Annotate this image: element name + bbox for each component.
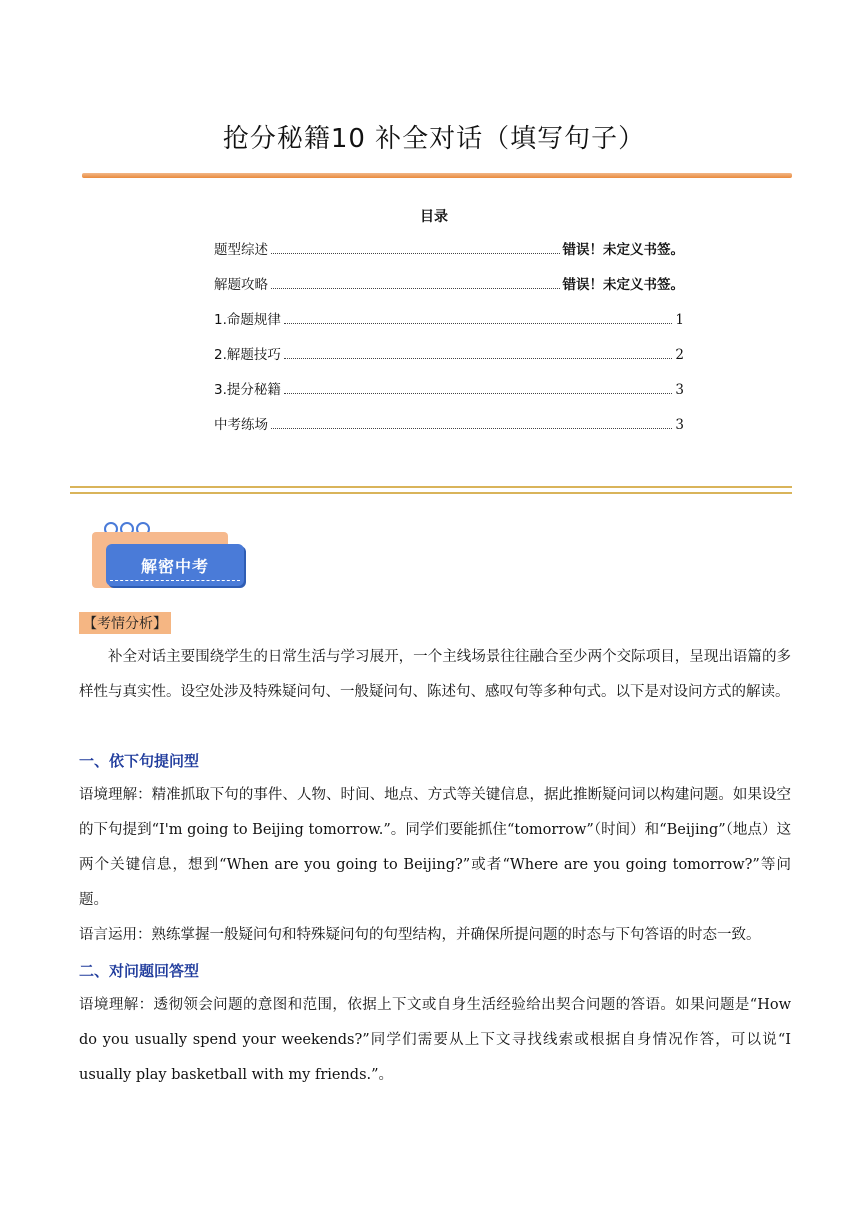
toc-entry-page: 错误！未定义书签。 — [562, 277, 684, 293]
analysis-paragraph: 补全对话主要围绕学生的日常生活与学习展开，一个主线场景往往融合至少两个交际项目，呈现出语篇的多样性与真实性。设空处涉及特殊疑问句、一般疑问句、陈述句、感叹句等多种句式。以下是对设问方式的解读。 — [79, 649, 791, 700]
toc-leader-dots — [271, 428, 672, 429]
toc-entry-label: 3.提分秘籍 — [214, 382, 281, 398]
toc-entry[interactable] — [214, 378, 684, 398]
toc-entry-label: 题型综述 — [214, 242, 268, 258]
section2-paragraph-context: 语境理解：透彻领会问题的意图和范围，依据上下文或自身生活经验给出契合问题的答语。如果问题是“How do you usually spend your weekends?”同学们需要从上下文寻找线索或根据自身情况作答，可以说“I usually play basketball with my friends.”。 — [79, 997, 791, 1083]
toc-entry-page: 3 — [675, 417, 684, 433]
toc-entry-label: 中考练场 — [214, 417, 268, 433]
toc-entry-label: 2.解题技巧 — [214, 347, 281, 363]
toc-leader-dots — [284, 358, 673, 359]
section-divider-bottom — [70, 492, 792, 494]
banner-label: 解密中考 — [106, 544, 244, 586]
title-divider — [82, 173, 792, 178]
section-divider-top — [70, 486, 792, 488]
toc-entry-page: 3 — [675, 382, 684, 398]
toc-entry-label: 解题攻略 — [214, 277, 268, 293]
toc-entry-page: 2 — [675, 347, 684, 363]
document-title: 抢分秘籍10 补全对话（填写句子） — [222, 124, 646, 154]
toc-entry[interactable] — [214, 273, 684, 293]
toc-entry-label: 1.命题规律 — [214, 312, 281, 328]
analysis-tag: 【考情分析】 — [79, 612, 171, 634]
toc-leader-dots — [271, 288, 560, 289]
section-heading-2: 二、对问题回答型 — [79, 962, 200, 980]
toc-entry[interactable] — [214, 308, 684, 328]
toc-heading: 目录 — [420, 209, 448, 225]
toc-leader-dots — [271, 253, 560, 254]
section-banner — [92, 518, 252, 598]
toc-entry-page: 1 — [675, 312, 684, 328]
section-heading-1: 一、依下句提问型 — [79, 752, 200, 770]
toc-leader-dots — [284, 393, 673, 394]
toc-entry[interactable] — [214, 343, 684, 363]
toc-leader-dots — [284, 323, 673, 324]
toc-entry[interactable] — [214, 238, 684, 258]
toc-entry[interactable] — [214, 413, 684, 433]
section1-paragraph-language: 语言运用：熟练掌握一般疑问句和特殊疑问句的句型结构，并确保所提问题的时态与下句答语的时态一致。 — [79, 927, 761, 943]
banner-dashed-line — [110, 580, 240, 581]
section1-paragraph-context: 语境理解：精准抓取下句的事件、人物、时间、地点、方式等关键信息，据此推断疑问词以构建问题。如果设空的下句提到“I'm going to Beijing tomorrow.”。同学们要能抓住“tomorrow”（时间）和“Beijing”（地点）这两个关键信息，想到“When are you going to Beijing?”或者“Where are you going tomorrow?”等问题。 — [79, 787, 791, 908]
toc-entry-page: 错误！未定义书签。 — [562, 242, 684, 258]
